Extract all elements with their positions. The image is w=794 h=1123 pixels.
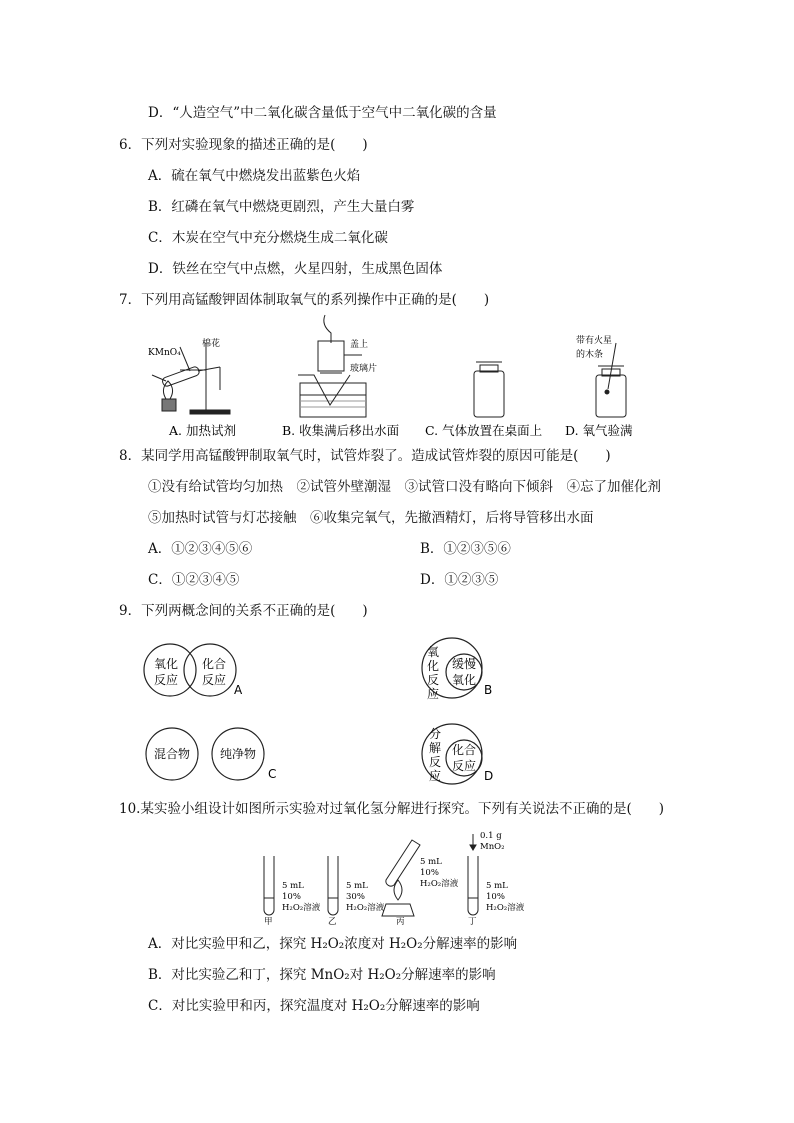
q7-stem: 7．下列用高锰酸钾固体制取氧气的系列操作中正确的是( ) bbox=[119, 292, 490, 308]
q9-d-inner-1: 化合 bbox=[452, 743, 477, 757]
q9-b-outer-2: 化 bbox=[427, 659, 440, 673]
q5-option-d: D．“人造空气”中二氧化碳含量低于空气中二氧化碳的含量 bbox=[148, 105, 497, 121]
q9-d-outer-2: 解 bbox=[429, 741, 442, 755]
q7-kmno4-label: KMnO₄ bbox=[148, 348, 181, 358]
q10-ding-sol: H₂O₂溶液 bbox=[486, 903, 525, 913]
q10-tube-yi bbox=[328, 856, 338, 915]
q7-figure bbox=[140, 315, 680, 440]
q10-mno2-mass: 0.1 g bbox=[480, 831, 502, 841]
q8-option-b: B．①②③⑤⑥ bbox=[420, 541, 511, 557]
q9-d-outer-4: 应 bbox=[429, 769, 442, 783]
q9-b-letter: B bbox=[484, 683, 493, 697]
q10-option-c: C．对比实验甲和丙，探究温度对 H₂O₂分解速率的影响 bbox=[148, 998, 480, 1014]
q6-stem: 6．下列对实验现象的描述正确的是( ) bbox=[119, 137, 368, 153]
q9-a-right-2: 反应 bbox=[202, 673, 227, 687]
q9-b-outer-3: 反 bbox=[427, 673, 440, 687]
q7-splint-label-2: 的木条 bbox=[576, 350, 604, 360]
q7-caption-b: B. 收集满后移出水面 bbox=[282, 423, 400, 438]
q10-bing-conc: 10% bbox=[420, 868, 439, 878]
q9-a-left-2: 反应 bbox=[154, 673, 179, 687]
q9-b-outer-4: 应 bbox=[427, 687, 440, 701]
q9-a-right-1: 化合 bbox=[202, 657, 227, 671]
q10-yi-conc: 30% bbox=[346, 892, 365, 902]
q9-c-left: 混合物 bbox=[154, 747, 191, 761]
q10-yi-vol: 5 mL bbox=[346, 881, 368, 891]
q10-mno2-name: MnO₂ bbox=[480, 842, 505, 852]
q8-option-c: C．①②③④⑤ bbox=[148, 572, 240, 588]
q10-bing-sol: H₂O₂溶液 bbox=[420, 879, 459, 889]
q8-reasons-1: ①没有给试管均匀加热 ②试管外壁潮湿 ③试管口没有略向下倾斜 ④忘了加催化剂 bbox=[148, 479, 661, 495]
q9-d-inner-2: 反应 bbox=[452, 759, 477, 773]
q9-d-outer-1: 分 bbox=[429, 727, 442, 741]
q7-caption-d: D. 氧气验满 bbox=[565, 423, 633, 438]
q9-stem: 9．下列两概念间的关系不正确的是( ) bbox=[119, 603, 368, 619]
q9-c-right: 纯净物 bbox=[220, 747, 257, 761]
q9-d-letter: D bbox=[484, 769, 494, 783]
q10-yi-sol: H₂O₂溶液 bbox=[346, 903, 385, 913]
q10-figure bbox=[258, 828, 538, 928]
q9-b-inner-1: 缓慢 bbox=[452, 657, 477, 671]
q9-c-letter: C bbox=[268, 767, 277, 781]
q7-caption-a: A. 加热试剂 bbox=[169, 423, 236, 438]
q10-name-ding: 丁 bbox=[468, 917, 477, 927]
q10-ding-conc: 10% bbox=[486, 892, 505, 902]
q10-tube-bing bbox=[382, 840, 420, 916]
q7-splint-label-1: 带有火星 bbox=[576, 336, 613, 346]
q9-b-inner-2: 氧化 bbox=[452, 673, 477, 687]
q10-jia-sol: H₂O₂溶液 bbox=[282, 903, 321, 913]
q9-d-outer-3: 反 bbox=[429, 755, 442, 769]
q7-caption-c: C. 气体放置在桌面上 bbox=[425, 423, 543, 438]
q8-reasons-2: ⑤加热时试管与灯芯接触 ⑥收集完氧气，先撤酒精灯，后将导管移出水面 bbox=[148, 510, 594, 526]
q7-cover-label-1: 盖上 bbox=[350, 340, 369, 350]
q7-cotton-label: 棉花 bbox=[202, 339, 221, 349]
q10-option-a: A．对比实验甲和乙，探究 H₂O₂浓度对 H₂O₂分解速率的影响 bbox=[148, 936, 518, 952]
q10-option-b: B．对比实验乙和丁，探究 MnO₂对 H₂O₂分解速率的影响 bbox=[148, 967, 496, 983]
q10-ding-vol: 5 mL bbox=[486, 881, 508, 891]
q10-bing-vol: 5 mL bbox=[420, 857, 442, 867]
q10-name-yi: 乙 bbox=[328, 917, 337, 927]
q9-a-letter: A bbox=[234, 683, 243, 697]
q9-b-outer-1: 氧 bbox=[427, 645, 440, 659]
q10-tube-jia bbox=[264, 856, 274, 915]
q8-option-a: A．①②③④⑤⑥ bbox=[148, 541, 253, 557]
q6-option-b: B．红磷在氧气中燃烧更剧烈，产生大量白雾 bbox=[148, 199, 415, 215]
q8-option-d: D．①②③⑤ bbox=[420, 572, 499, 588]
q10-name-jia: 甲 bbox=[264, 917, 273, 927]
q10-jia-conc: 10% bbox=[282, 892, 301, 902]
q9-figure bbox=[140, 630, 520, 790]
q10-jia-vol: 5 mL bbox=[282, 881, 304, 891]
q10-tube-ding bbox=[468, 834, 478, 915]
q6-option-d: D．铁丝在空气中点燃，火星四射，生成黑色固体 bbox=[148, 261, 443, 277]
q10-name-bing: 丙 bbox=[396, 917, 405, 927]
q6-option-c: C．木炭在空气中充分燃烧生成二氧化碳 bbox=[148, 230, 388, 246]
q8-stem: 8．某同学用高锰酸钾制取氧气时，试管炸裂了。造成试管炸裂的原因可能是( ) bbox=[119, 448, 611, 464]
q9-a-left-1: 氧化 bbox=[154, 657, 179, 671]
q7-cover-label-2: 玻璃片 bbox=[350, 364, 378, 374]
q6-option-a: A．硫在氧气中燃烧发出蓝紫色火焰 bbox=[148, 168, 361, 184]
q10-stem: 10.某实验小组设计如图所示实验对过氧化氢分解进行探究。下列有关说法不正确的是( ) bbox=[119, 801, 665, 817]
q7-apparatus-c bbox=[474, 362, 504, 417]
